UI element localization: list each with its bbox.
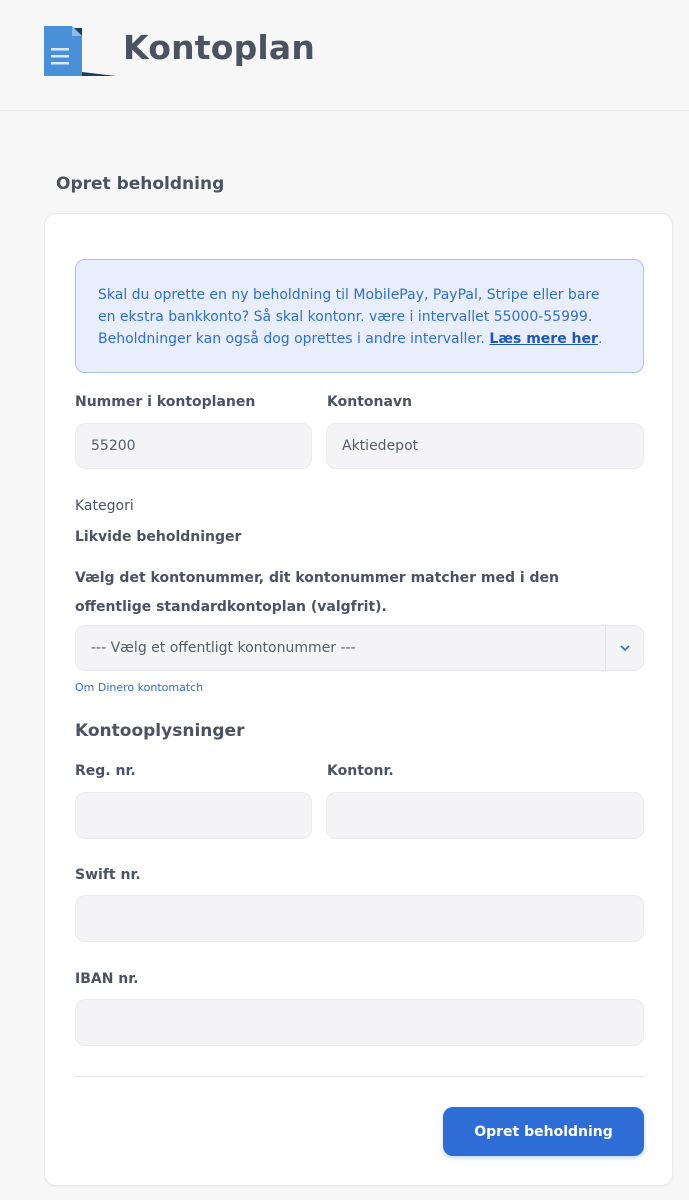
account-no-input[interactable] — [326, 792, 644, 839]
divider — [75, 1076, 644, 1077]
page-title: Opret beholdning — [56, 174, 225, 194]
info-text: Skal du oprette en ny beholdning til MobilePay, PayPal, Stripe eller bare en ekstra bankkonto? Så skal kontonr. være i intervallet 55000-55999. Beholdninger kan også dog oprettes i andre intervaller. — [98, 287, 600, 347]
account-number-input[interactable]: 55200 — [75, 423, 312, 469]
category-label: Kategori — [75, 498, 134, 514]
swift-label: Swift nr. — [75, 867, 141, 883]
swift-input[interactable] — [75, 895, 644, 942]
reg-no-input[interactable] — [75, 792, 312, 839]
match-description: Vælg det kontonummer, dit kontonummer matcher med i den offentlige standardkontoplan (valgfrit). — [75, 570, 559, 615]
account-name-label: Kontonavn — [327, 394, 413, 410]
app-title: Kontoplan — [123, 28, 316, 67]
account-no-label: Kontonr. — [327, 763, 394, 779]
category-value: Likvide beholdninger — [75, 529, 242, 545]
iban-input[interactable] — [75, 999, 644, 1046]
info-box — [75, 259, 644, 373]
reg-no-label: Reg. nr. — [75, 763, 136, 779]
iban-label: IBAN nr. — [75, 971, 139, 987]
public-account-select[interactable] — [75, 625, 644, 671]
account-match-link[interactable]: Om Dinero kontomatch — [75, 681, 204, 694]
account-name-input[interactable]: Aktiedepot — [326, 423, 644, 469]
create-holding-button[interactable]: Opret beholdning — [443, 1107, 644, 1156]
public-account-select-value: --- Vælg et offentligt kontonummer --- — [91, 640, 356, 656]
account-number-label: Nummer i kontoplanen — [75, 394, 256, 410]
chevron-down-icon[interactable] — [605, 626, 643, 670]
read-more-link[interactable]: Læs mere her — [489, 331, 598, 347]
document-icon — [42, 24, 118, 80]
top-bar — [0, 0, 689, 111]
info-tail: . — [597, 331, 603, 347]
account-details-title: Kontooplysninger — [75, 721, 245, 741]
create-holding-form — [44, 213, 673, 1186]
